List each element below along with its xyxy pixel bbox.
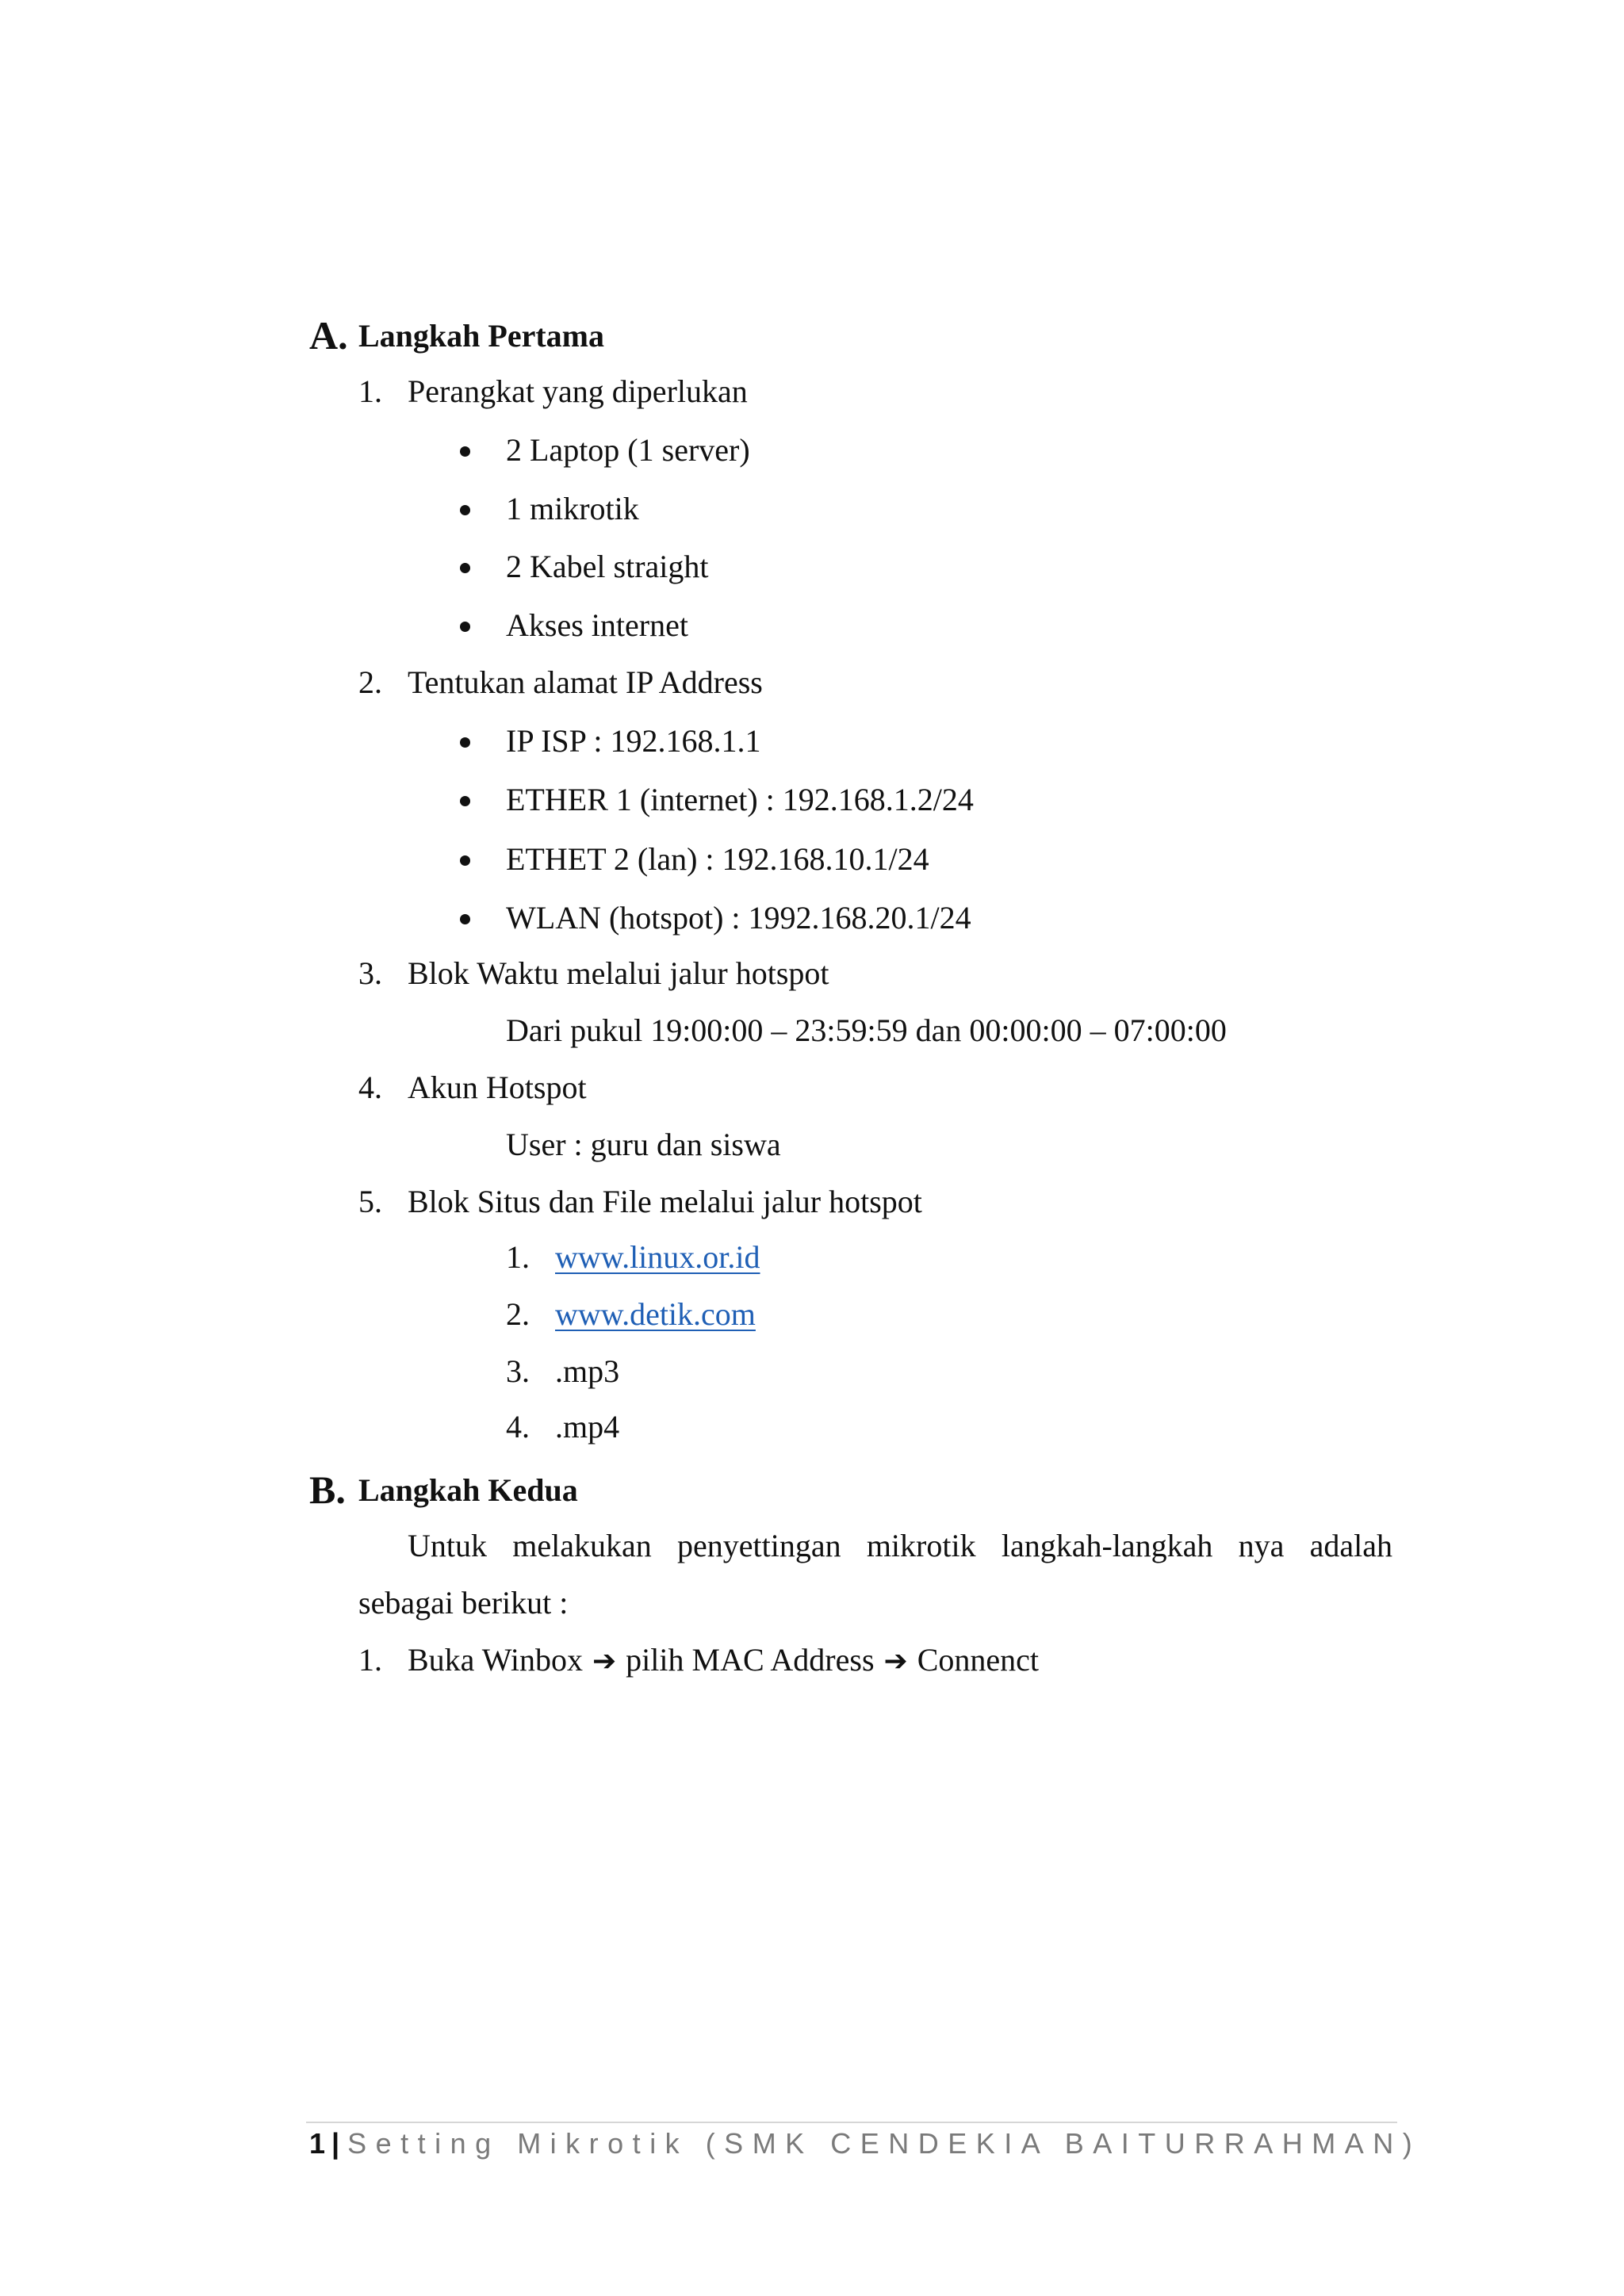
intro-word: nya (1238, 1528, 1285, 1563)
ip-item: IP ISP : 192.168.1.1 (506, 723, 761, 759)
blocked-link[interactable]: www.detik.com (555, 1296, 756, 1332)
bullet-icon (460, 446, 470, 457)
blocked-item: .mp4 (555, 1409, 620, 1445)
item-number: 3. (358, 955, 382, 991)
device-item: 2 Kabel straight (506, 549, 709, 584)
time-block-text: Dari pukul 19:00:00 – 23:59:59 dan 00:00:00 – 07:00:00 (506, 1012, 1227, 1048)
section-a-title: Langkah Pertama (358, 318, 604, 354)
step-part: Connenct (917, 1642, 1039, 1678)
bullet-icon (460, 855, 470, 866)
device-item: Akses internet (506, 607, 688, 643)
blocked-number: 4. (506, 1409, 530, 1445)
right-arrow-icon: ➔ (592, 1645, 617, 1678)
intro-word: langkah-langkah (1001, 1528, 1213, 1563)
item-text: Perangkat yang diperlukan (408, 373, 748, 409)
blocked-number: 3. (506, 1353, 530, 1389)
page-number: 1 (309, 2127, 326, 2160)
intro-word: melakukan (512, 1528, 652, 1563)
footer-title: Setting Mikrotik (SMK CENDEKIA BAITURRAHMAN) (347, 2127, 1422, 2160)
bullet-icon (460, 796, 470, 806)
bullet-icon (460, 563, 470, 573)
item-text: Blok Situs dan File melalui jalur hotspot (408, 1184, 922, 1219)
right-arrow-icon: ➔ (883, 1645, 908, 1678)
hotspot-user-text: User : guru dan siswa (506, 1127, 781, 1162)
item-number: 4. (358, 1070, 382, 1105)
item-text: Akun Hotspot (408, 1070, 587, 1105)
intro-word: penyettingan (676, 1528, 841, 1563)
intro-word: adalah (1309, 1528, 1392, 1563)
item-number: 1. (358, 373, 382, 409)
section-a-letter: A. (309, 313, 348, 358)
intro-line-1 (408, 1530, 1392, 1562)
item-text: Tentukan alamat IP Address (408, 664, 763, 700)
blocked-number: 1. (506, 1239, 530, 1275)
intro-line-2: sebagai berikut : (358, 1585, 569, 1621)
bullet-icon (460, 622, 470, 632)
bullet-icon (460, 737, 470, 748)
bullet-icon (460, 914, 470, 924)
footer-separator: | (331, 2127, 340, 2160)
bullet-icon (460, 505, 470, 515)
step-part: pilih MAC Address (626, 1642, 875, 1678)
blocked-number: 2. (506, 1296, 530, 1332)
intro-word: mikrotik (866, 1528, 976, 1563)
item-number: 5. (358, 1184, 382, 1219)
item-text: Blok Waktu melalui jalur hotspot (408, 955, 829, 991)
section-b-title: Langkah Kedua (358, 1472, 578, 1508)
ip-item: ETHER 1 (internet) : 192.168.1.2/24 (506, 782, 974, 817)
step-number: 1. (358, 1642, 382, 1678)
intro-word: Untuk (408, 1528, 487, 1563)
ip-item: ETHET 2 (lan) : 192.168.10.1/24 (506, 841, 929, 877)
section-b-letter: B. (309, 1468, 346, 1512)
blocked-item: .mp3 (555, 1353, 620, 1389)
ip-item: WLAN (hotspot) : 1992.168.20.1/24 (506, 900, 971, 936)
blocked-link[interactable]: www.linux.or.id (555, 1239, 760, 1275)
item-number: 2. (358, 664, 382, 700)
device-item: 2 Laptop (1 server) (506, 432, 750, 468)
device-item: 1 mikrotik (506, 491, 639, 526)
step-1-text (408, 1644, 1039, 1676)
footer-divider (306, 2122, 1397, 2123)
footer (309, 2127, 1422, 2160)
step-part: Buka Winbox (408, 1642, 583, 1678)
